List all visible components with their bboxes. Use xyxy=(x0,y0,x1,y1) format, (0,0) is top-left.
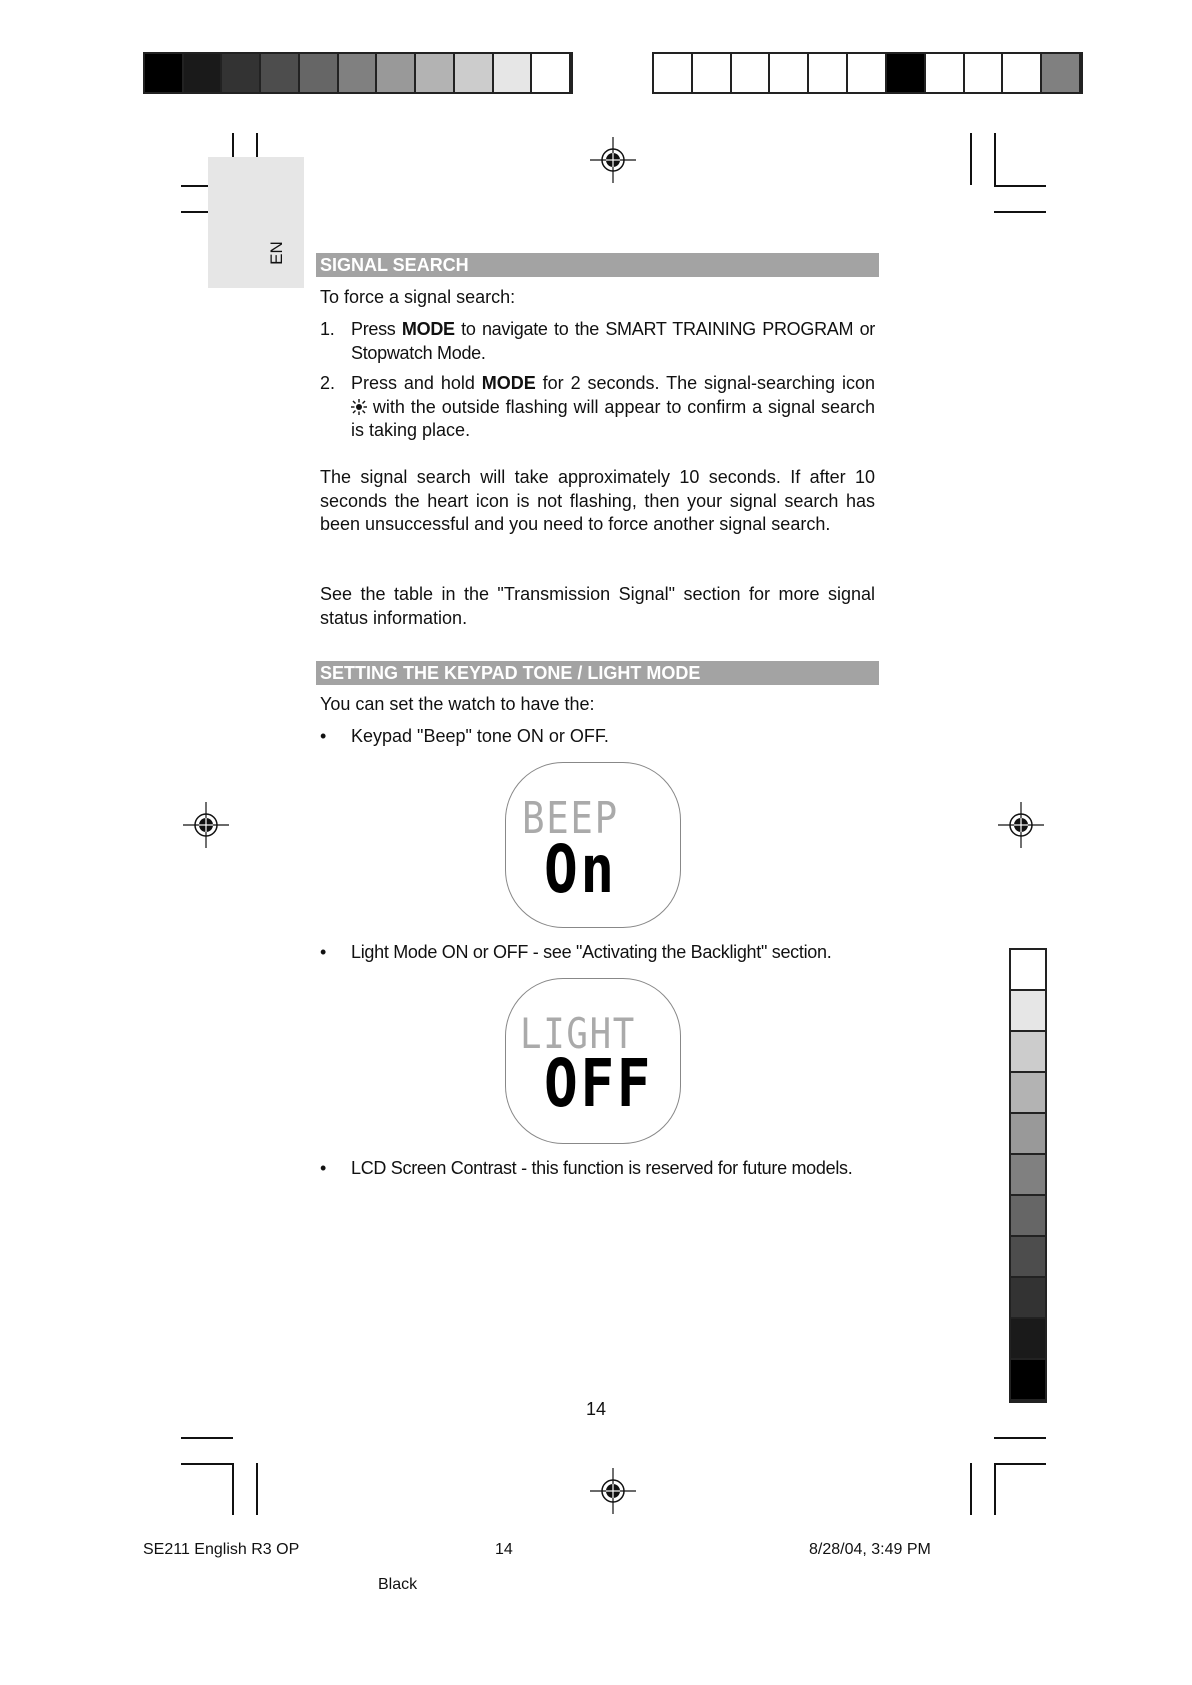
keypad-intro: You can set the watch to have the: xyxy=(320,694,595,714)
color-swatch xyxy=(732,54,771,92)
registration-mark xyxy=(590,1468,636,1514)
key-name: MODE xyxy=(401,319,455,339)
lcd-bottom-text: OFF xyxy=(544,1045,653,1122)
bullet: • xyxy=(320,942,327,962)
watch-lcd-display xyxy=(505,762,681,928)
signal-searching-icon xyxy=(351,399,367,415)
color-swatch xyxy=(1011,1114,1045,1155)
color-swatch xyxy=(654,54,693,92)
crop-mark xyxy=(994,1463,996,1515)
color-bar-top-left xyxy=(143,52,573,94)
signal-search-paragraph: See the table in the "Transmission Signal" section for more signal status information. xyxy=(320,584,875,628)
lcd-top-text: LIGHT xyxy=(520,1009,636,1058)
crop-mark xyxy=(232,1463,234,1515)
footer-timestamp: 8/28/04, 3:49 PM xyxy=(809,1541,931,1558)
color-swatch xyxy=(222,54,261,92)
bullet-item xyxy=(320,1157,875,1181)
color-swatch xyxy=(184,54,223,92)
bullet: • xyxy=(320,1158,327,1178)
color-swatch xyxy=(1011,1319,1045,1360)
lcd-top-text: BEEP xyxy=(522,793,619,844)
color-swatch xyxy=(965,54,1004,92)
registration-mark xyxy=(183,802,229,848)
crop-mark xyxy=(970,133,972,185)
list-item: 2. Press and hold MODE for 2 seconds. The signal-searching icon with the outside flashing will appear to confirm a signal search is taking place. xyxy=(320,373,875,440)
crop-mark xyxy=(256,1463,258,1515)
section-heading-signal-search: SIGNAL SEARCH xyxy=(316,253,879,277)
signal-search-paragraph: The signal search will take approximately 10 seconds. If after 10 seconds the heart icon is not flashing, then your signal search has been unsuccessful and you need to force another signal search. xyxy=(320,467,875,534)
color-swatch xyxy=(455,54,494,92)
registration-mark xyxy=(998,802,1044,848)
crop-mark xyxy=(181,1437,233,1439)
registration-mark xyxy=(590,137,636,183)
watch-lcd-display xyxy=(505,978,681,1144)
footer-page: 14 xyxy=(495,1541,513,1558)
page-number: 14 xyxy=(586,1399,607,1419)
bullet: • xyxy=(320,726,327,746)
crop-mark xyxy=(181,1463,233,1465)
color-swatch xyxy=(145,54,184,92)
list-number: 1. xyxy=(320,319,335,339)
bullet-text: Keypad "Beep" tone ON or OFF. xyxy=(351,726,609,746)
color-swatch xyxy=(770,54,809,92)
color-bar-side xyxy=(1009,948,1047,1403)
color-swatch xyxy=(926,54,965,92)
crop-mark xyxy=(994,1463,1046,1465)
footer-plate-color: Black xyxy=(378,1576,418,1593)
crop-mark xyxy=(994,133,996,185)
color-swatch xyxy=(693,54,732,92)
bullet-item xyxy=(320,725,875,749)
color-swatch xyxy=(1011,991,1045,1032)
list-item: 1. Press MODE to navigate to the SMART TRAINING PROGRAM or Stopwatch Mode. xyxy=(320,319,875,363)
color-swatch xyxy=(887,54,926,92)
footer-filename: SE211 English R3 OP xyxy=(143,1541,300,1558)
color-bar-top-right xyxy=(652,52,1083,94)
color-swatch xyxy=(1042,54,1081,92)
color-swatch xyxy=(1011,1155,1045,1196)
bullet-item xyxy=(320,941,875,965)
color-swatch xyxy=(377,54,416,92)
lcd-bottom-text: On xyxy=(544,831,617,908)
color-swatch xyxy=(1011,1073,1045,1114)
color-swatch xyxy=(848,54,887,92)
color-swatch xyxy=(416,54,455,92)
color-swatch xyxy=(339,54,378,92)
list-number: 2. xyxy=(320,373,336,393)
color-swatch xyxy=(1011,1237,1045,1278)
color-swatch xyxy=(1011,1196,1045,1237)
crop-mark xyxy=(994,185,1046,187)
color-swatch xyxy=(1003,54,1042,92)
key-name: MODE xyxy=(481,373,536,393)
color-swatch xyxy=(532,54,571,92)
crop-mark xyxy=(970,1463,972,1515)
language-label: EN xyxy=(267,241,286,265)
section-heading-keypad-tone: SETTING THE KEYPAD TONE / LIGHT MODE xyxy=(316,661,879,685)
crop-mark xyxy=(994,211,1046,213)
color-swatch xyxy=(494,54,533,92)
crop-mark xyxy=(994,1437,1046,1439)
color-swatch xyxy=(1011,1278,1045,1319)
color-swatch xyxy=(300,54,339,92)
color-swatch xyxy=(809,54,848,92)
color-swatch xyxy=(1011,1032,1045,1073)
color-swatch xyxy=(1011,950,1045,991)
color-swatch xyxy=(1011,1360,1045,1401)
bullet-text: LCD Screen Contrast - this function is reserved for future models. xyxy=(351,1158,853,1178)
bullet-text: Light Mode ON or OFF - see "Activating the Backlight" section. xyxy=(351,942,832,962)
signal-search-intro: To force a signal search: xyxy=(320,287,516,307)
color-swatch xyxy=(261,54,300,92)
